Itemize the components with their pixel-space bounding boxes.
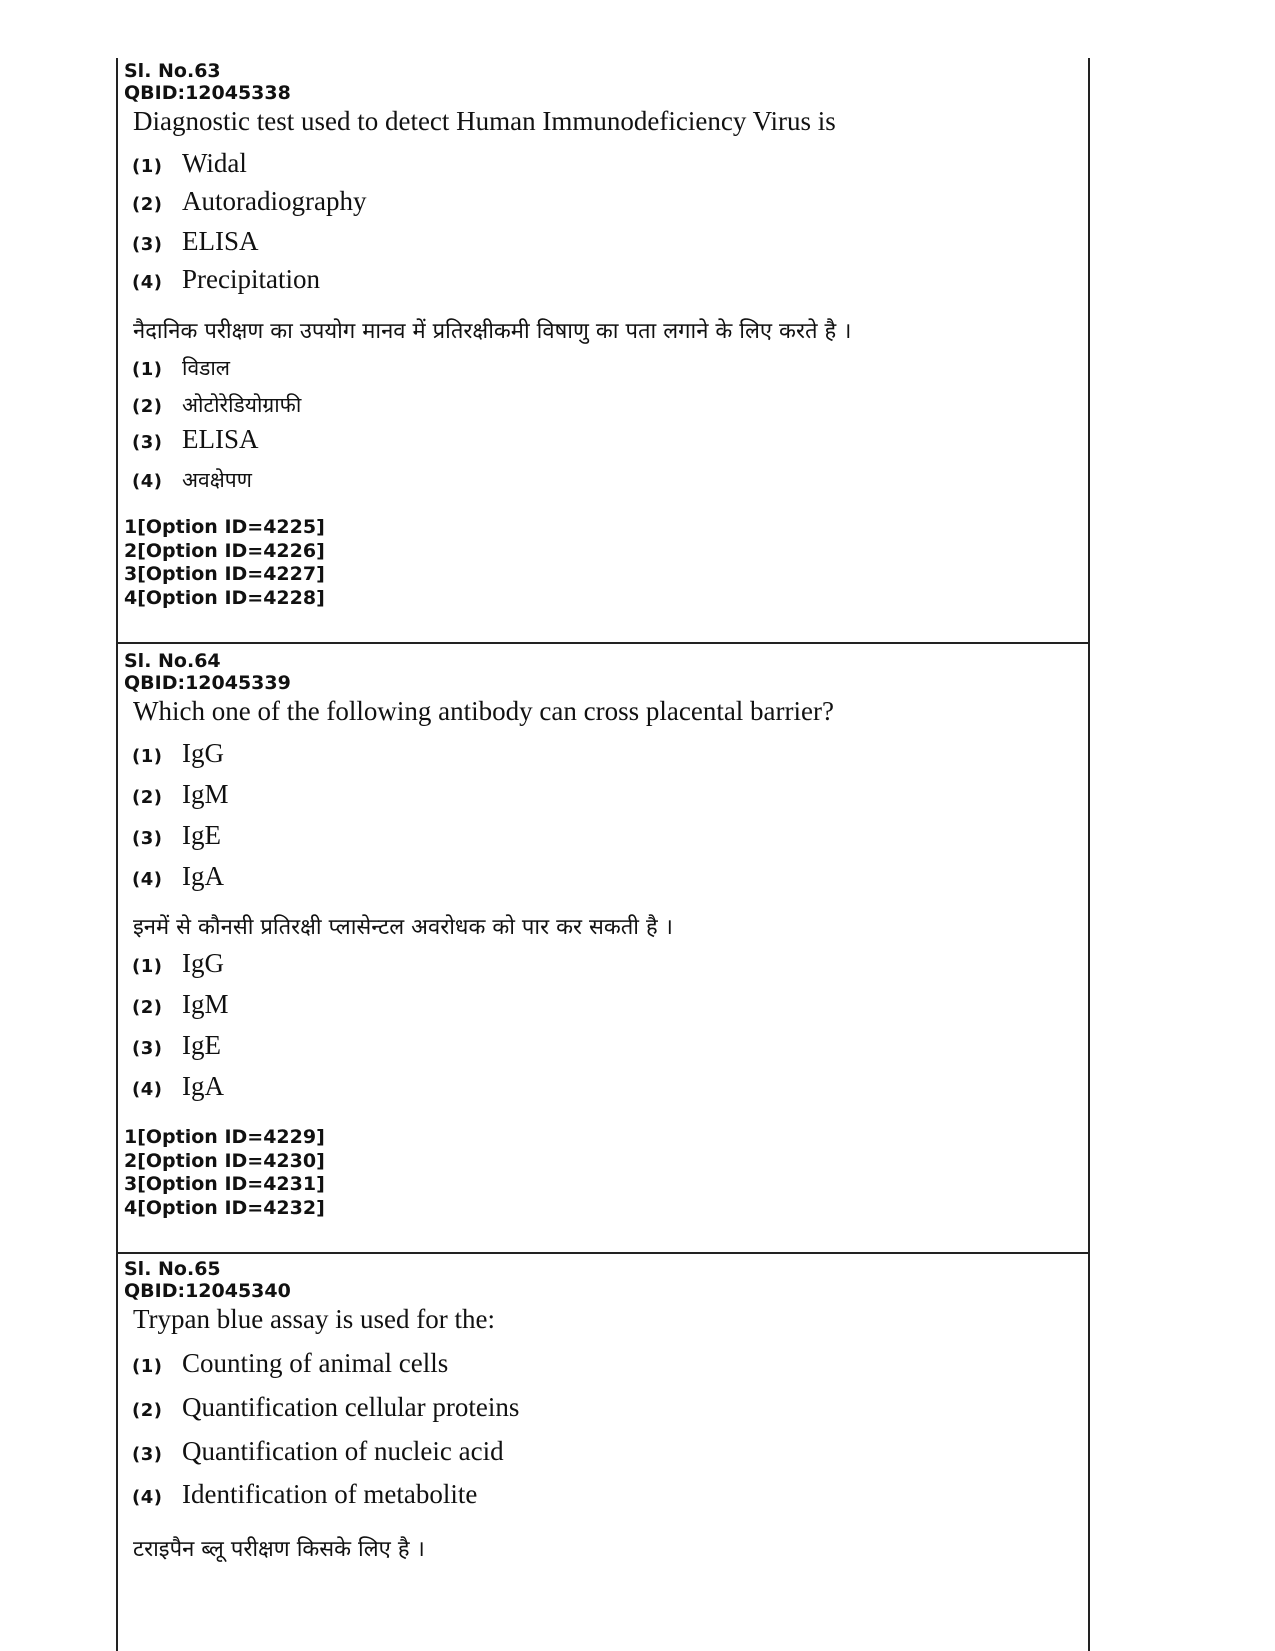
option-en-3 — [132, 1436, 504, 1467]
serial-number: Sl. No.63 — [124, 60, 221, 82]
option-en-4 — [132, 264, 320, 295]
question-text-en: Which one of the following antibody can cross placental barrier? — [133, 696, 834, 726]
option-number: (3) — [132, 1444, 163, 1465]
option-hi-4 — [132, 1071, 224, 1102]
option-id-list — [124, 516, 325, 610]
option-en-4 — [132, 1479, 477, 1510]
question-text-hi: इनमें से कौनसी प्रतिरक्षी प्लासेन्टल अवरोधक को पार कर सकती है । — [133, 915, 674, 940]
option-id-list — [124, 1126, 325, 1220]
option-number: (1) — [132, 359, 163, 380]
question-divider — [118, 1252, 1088, 1254]
option-en-4 — [132, 861, 224, 892]
question-divider — [118, 642, 1088, 644]
question-paper-frame — [116, 58, 1090, 1651]
qbid: QBID:12045339 — [124, 672, 291, 694]
option-id: 3[Option ID=4231] — [124, 1173, 325, 1195]
option-number: (2) — [132, 1400, 163, 1421]
option-id: 4[Option ID=4228] — [124, 586, 325, 609]
option-id: 3[Option ID=4227] — [124, 563, 325, 585]
option-number: (1) — [132, 1356, 163, 1377]
option-hi-3 — [132, 424, 259, 455]
question-text-hi: टराइपैन ब्लू परीक्षण किसके लिए है । — [133, 1537, 425, 1562]
option-number: (1) — [132, 746, 163, 767]
option-text: IgM — [182, 779, 229, 809]
option-text: अवक्षेपण — [182, 468, 252, 492]
qbid: QBID:12045338 — [124, 82, 291, 104]
question-text-en: Trypan blue assay is used for the: — [133, 1304, 495, 1334]
option-number: (3) — [132, 1038, 163, 1059]
option-en-1 — [132, 1348, 448, 1379]
option-text: ELISA — [182, 226, 259, 256]
option-hi-4 — [132, 466, 252, 494]
option-text: IgE — [182, 1030, 221, 1060]
option-hi-2 — [132, 989, 229, 1020]
option-text: Quantification of nucleic acid — [182, 1436, 504, 1466]
serial-number: Sl. No.64 — [124, 650, 221, 672]
option-text: Autoradiography — [182, 186, 367, 216]
option-number: (2) — [132, 997, 163, 1018]
question-text-en: Diagnostic test used to detect Human Immunodeficiency Virus is — [133, 106, 836, 136]
option-text: IgA — [182, 1071, 224, 1101]
option-id: 2[Option ID=4230] — [124, 1149, 325, 1172]
option-number: (4) — [132, 1079, 163, 1100]
option-id: 4[Option ID=4232] — [124, 1196, 325, 1219]
option-hi-1 — [132, 948, 224, 979]
serial-number: Sl. No.65 — [124, 1258, 221, 1280]
option-number: (2) — [132, 194, 163, 215]
option-text: विडाल — [182, 356, 231, 380]
option-en-1 — [132, 148, 247, 179]
option-number: (4) — [132, 869, 163, 890]
option-text: IgA — [182, 861, 224, 891]
option-text: Counting of animal cells — [182, 1348, 449, 1378]
option-text: Quantification cellular proteins — [182, 1392, 520, 1422]
option-number: (3) — [132, 828, 163, 849]
qbid: QBID:12045340 — [124, 1280, 291, 1302]
option-number: (1) — [132, 156, 163, 177]
option-en-2 — [132, 186, 366, 217]
option-text: IgG — [182, 948, 224, 978]
option-text: IgM — [182, 989, 229, 1019]
option-hi-3 — [132, 1030, 221, 1061]
option-number: (4) — [132, 471, 163, 492]
option-number: (2) — [132, 396, 163, 417]
option-text: ओटोरेडियोग्राफी — [182, 393, 302, 417]
option-en-2 — [132, 1392, 519, 1423]
option-hi-2 — [132, 391, 301, 419]
option-id: 2[Option ID=4226] — [124, 539, 325, 562]
option-text: ELISA — [182, 424, 259, 454]
option-hi-1 — [132, 354, 230, 382]
option-number: (3) — [132, 234, 163, 255]
option-text: Precipitation — [182, 264, 320, 294]
option-id: 1[Option ID=4225] — [124, 516, 325, 538]
option-text: IgG — [182, 738, 224, 768]
option-number: (2) — [132, 787, 163, 808]
question-text-hi: नैदानिक परीक्षण का उपयोग मानव में प्रतिरक्षीकमी विषाणु का पता लगाने के लिए करते है । — [133, 319, 852, 344]
option-number: (4) — [132, 272, 163, 293]
option-id: 1[Option ID=4229] — [124, 1126, 325, 1148]
option-en-1 — [132, 738, 224, 769]
option-en-2 — [132, 779, 229, 810]
option-number: (3) — [132, 432, 163, 453]
option-en-3 — [132, 820, 221, 851]
option-text: IgE — [182, 820, 221, 850]
option-number: (1) — [132, 956, 163, 977]
option-number: (4) — [132, 1487, 163, 1508]
option-en-3 — [132, 226, 259, 257]
option-text: Widal — [182, 148, 247, 178]
option-text: Identification of metabolite — [182, 1479, 478, 1509]
